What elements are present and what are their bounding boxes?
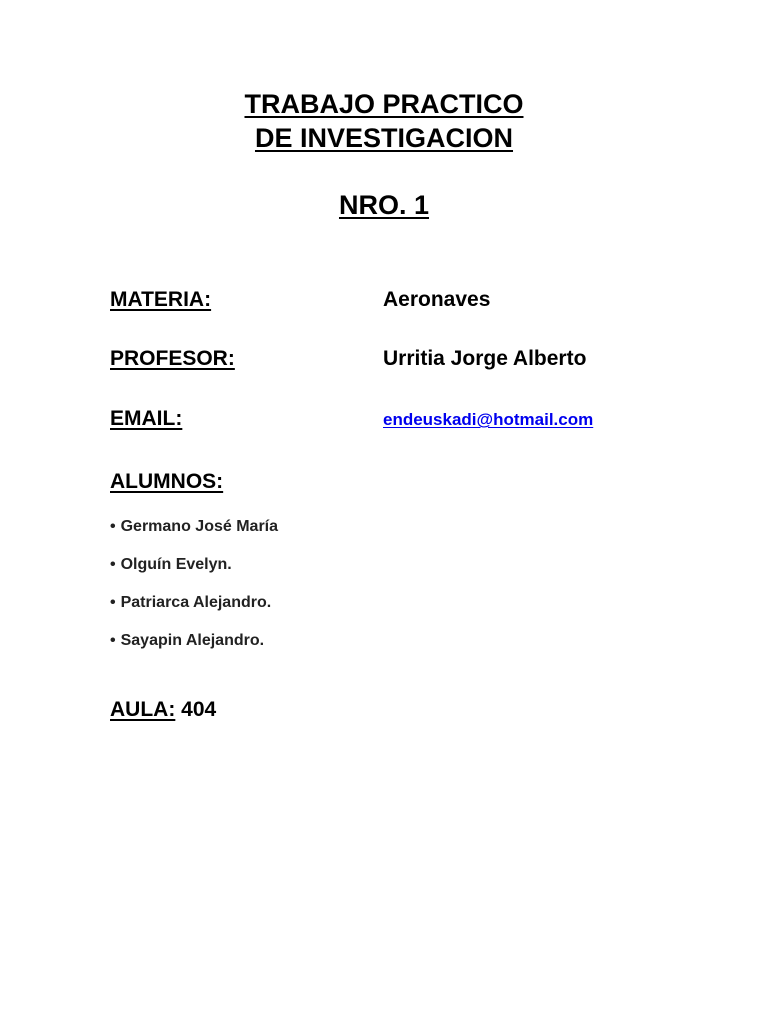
list-item xyxy=(110,555,278,593)
student-name: Sayapin Alejandro. xyxy=(120,632,265,649)
alumnos-label: ALUMNOS: xyxy=(110,470,224,493)
list-item xyxy=(110,593,278,631)
email-label: EMAIL: xyxy=(110,407,183,430)
profesor-label: PROFESOR: xyxy=(110,347,235,370)
bullet-icon: • xyxy=(110,632,116,649)
materia-value: Aeronaves xyxy=(383,288,491,311)
profesor-value: Urritia Jorge Alberto xyxy=(383,347,587,370)
list-item xyxy=(110,631,278,669)
students-list xyxy=(110,517,278,669)
bullet-icon: • xyxy=(110,518,116,535)
student-name: Patriarca Alejandro. xyxy=(120,594,272,611)
list-item xyxy=(110,517,278,555)
aula-row xyxy=(110,697,216,723)
bullet-icon: • xyxy=(110,556,116,573)
aula-value: 404 xyxy=(181,698,217,721)
document-title-line-1: TRABAJO PRACTICO xyxy=(244,89,524,119)
document-number: NRO. 1 xyxy=(338,190,430,220)
aula-label: AULA: xyxy=(110,698,176,721)
bullet-icon: • xyxy=(110,594,116,611)
student-name: Olguín Evelyn. xyxy=(120,556,232,573)
materia-label: MATERIA: xyxy=(110,288,212,311)
document-title-line-2: DE INVESTIGACION xyxy=(254,123,514,153)
student-name: Germano José María xyxy=(120,518,279,535)
email-link[interactable]: endeuskadi@hotmail.com xyxy=(383,410,594,429)
